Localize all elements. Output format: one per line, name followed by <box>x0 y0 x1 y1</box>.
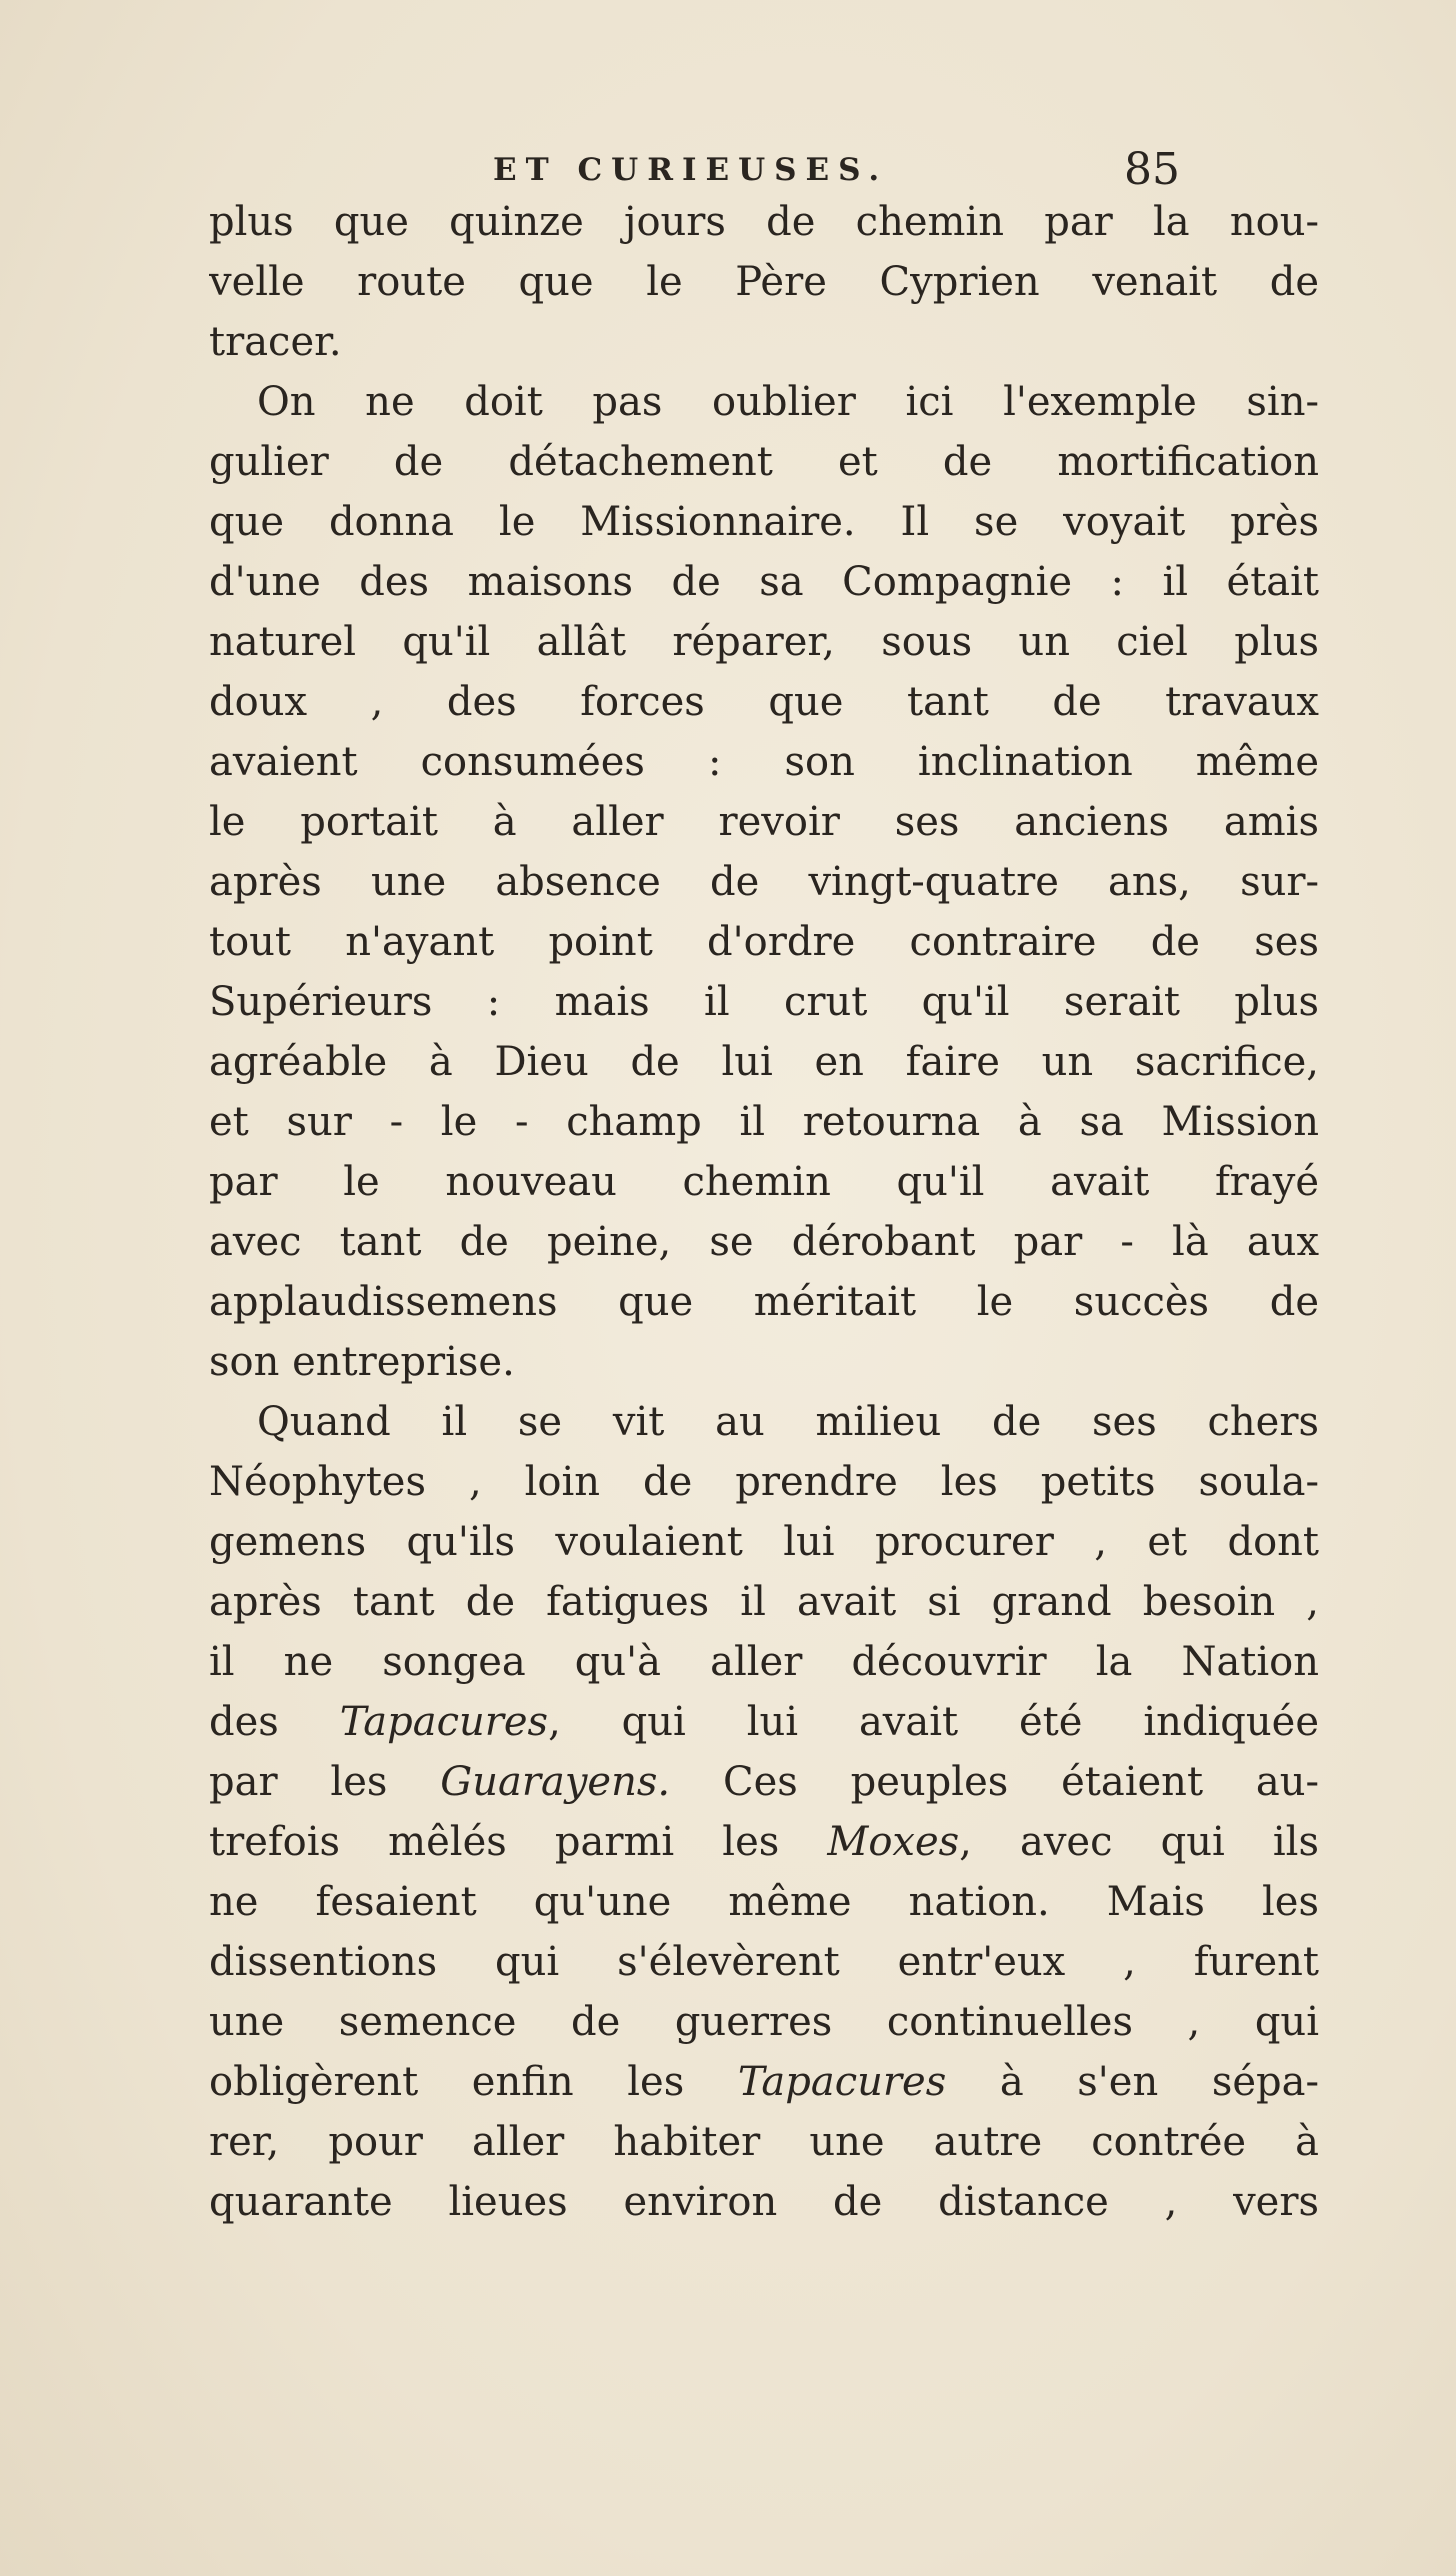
italic-term: Tapacures <box>737 2059 947 2105</box>
text-line: gemens qu'ils voulaient lui procurer , et dont <box>209 1519 1319 1565</box>
text-line: Quand il se vit au milieu de ses chers <box>257 1399 1319 1445</box>
text-line: après tant de fatigues il avait si grand besoin , <box>209 1579 1319 1625</box>
text-segment: obligèrent enfin les <box>209 2059 738 2105</box>
text-line: quarante lieues environ de distance , vers <box>209 2179 1319 2225</box>
text-line: avaient consumées : son inclination même <box>209 739 1319 785</box>
body-text <box>209 192 1456 2232</box>
text-line: naturel qu'il allât réparer, sous un ciel plus <box>209 619 1319 665</box>
text-line: d'une des maisons de sa Compagnie : il était <box>209 559 1319 605</box>
text-line <box>209 1812 1456 1872</box>
text-line: Néophytes , loin de prendre les petits soula- <box>209 1459 1319 1505</box>
text-segment: à s'en sépa- <box>946 2059 1319 2105</box>
text-segment: des <box>209 1699 340 1745</box>
text-line: rer, pour aller habiter une autre contrée à <box>209 2119 1319 2165</box>
page-header <box>493 140 1443 200</box>
text-line: On ne doit pas oublier ici l'exemple sin- <box>257 379 1319 425</box>
text-line: agréable à Dieu de lui en faire un sacrifice, <box>209 1039 1319 1085</box>
text-line: et sur - le - champ il retourna à sa Mission <box>209 1099 1319 1145</box>
text-line: par le nouveau chemin qu'il avait frayé <box>209 1159 1319 1205</box>
text-line <box>209 1692 1456 1752</box>
italic-term: Guarayens. <box>440 1759 671 1805</box>
text-segment: trefois mêlés parmi les <box>209 1819 828 1865</box>
text-line: ne fesaient qu'une même nation. Mais les <box>209 1879 1319 1925</box>
text-line <box>209 2052 1456 2112</box>
text-line: le portait à aller revoir ses anciens amis <box>209 799 1319 845</box>
text-line: velle route que le Père Cyprien venait de <box>209 259 1319 305</box>
text-line: il ne songea qu'à aller découvrir la Nation <box>209 1639 1319 1685</box>
text-line: gulier de détachement et de mortification <box>209 439 1319 485</box>
text-segment: , avec qui ils <box>959 1819 1319 1865</box>
text-line: son entreprise. <box>209 1339 515 1385</box>
text-line: après une absence de vingt-quatre ans, sur- <box>209 859 1319 905</box>
text-line: dissentions qui s'élevèrent entr'eux , furent <box>209 1939 1319 1985</box>
italic-term: Tapacures <box>339 1699 549 1745</box>
text-line: plus que quinze jours de chemin par la nou- <box>209 199 1319 245</box>
text-segment: , qui lui avait été indiquée <box>548 1699 1319 1745</box>
text-segment: Ces peuples étaient au- <box>670 1759 1320 1805</box>
text-segment: par les <box>209 1759 441 1805</box>
text-line: que donna le Missionnaire. Il se voyait près <box>209 499 1319 545</box>
page-number: 85 <box>1124 144 1180 195</box>
running-head: ET CURIEUSES. <box>493 152 889 188</box>
text-line: tout n'ayant point d'ordre contraire de ses <box>209 919 1319 965</box>
text-line: applaudissemens que méritait le succès de <box>209 1279 1319 1325</box>
text-line: avec tant de peine, se dérobant par - là aux <box>209 1219 1319 1265</box>
text-line: tracer. <box>209 319 342 365</box>
italic-term: Moxes <box>827 1819 960 1865</box>
text-line: Supérieurs : mais il crut qu'il serait plus <box>209 979 1319 1025</box>
text-line <box>209 1752 1456 1812</box>
text-line: une semence de guerres continuelles , qui <box>209 1999 1319 2045</box>
text-line: doux , des forces que tant de travaux <box>209 679 1319 725</box>
